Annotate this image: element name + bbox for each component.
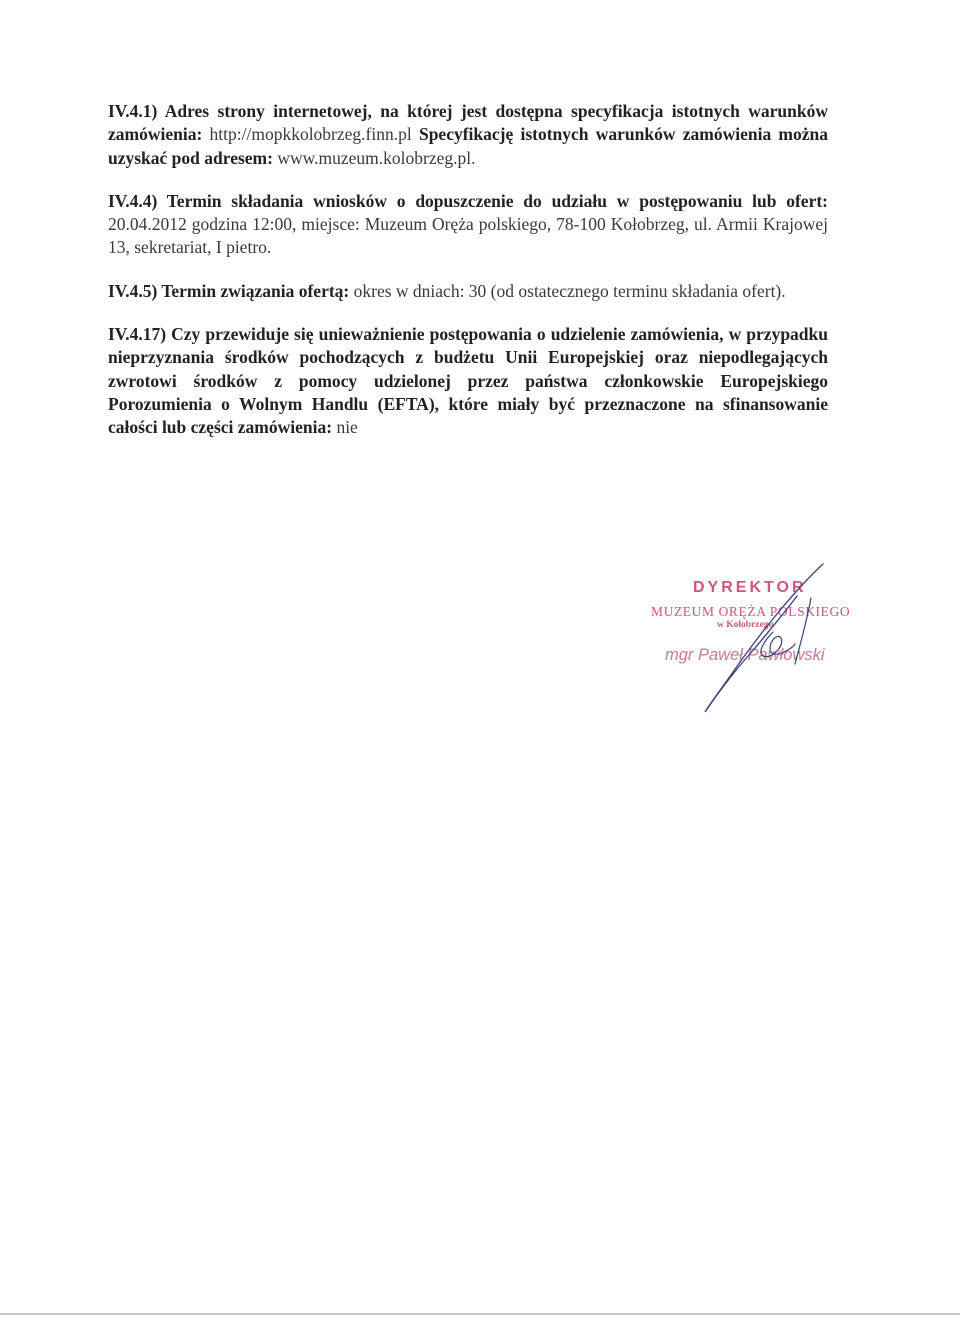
- section-value: okres w dniach: 30 (od ostatecznego terminu składania ofert).: [349, 280, 786, 301]
- section-value: nie: [332, 417, 358, 438]
- stamp-city: w Kołobrzegu: [717, 620, 774, 630]
- section-value-2: www.muzeum.kolobrzeg.pl.: [272, 147, 476, 168]
- document-body: [108, 100, 828, 460]
- section-iv-4-17: [108, 323, 828, 439]
- section-value: 20.04.2012 godzina 12:00, miejsce: Muzeum Oręża polskiego, 78-100 Kołobrzeg, ul. Armii Krajowej 13, sekretariat, I pietro.: [108, 214, 828, 258]
- section-heading-2: Specyfikację istotnych warunków zamówienia można uzyskać pod adresem:: [108, 124, 829, 168]
- section-heading: IV.4.5) Termin związania ofertą:: [108, 280, 350, 301]
- section-iv-4-1: [108, 100, 828, 170]
- bottom-divider: [0, 1313, 960, 1315]
- section-heading: IV.4.17) Czy przewiduje się unieważnienie postępowania o udzielenie zamówienia, w przypadku nieprzyznania środków pochodzących z budżetu Unii Europejskiej oraz niepodlegających zwrotowi środków z pomocy udzielonej przez państwa członkowskie Europejskiego Porozumienia o Wolnym Handlu (EFTA), które miały być przeznaczone na sfinansowanie całości lub części zamówienia:: [108, 324, 828, 438]
- director-stamp: [645, 560, 875, 720]
- section-value: http://mopkkolobrzeg.finn.pl: [202, 124, 412, 145]
- stamp-name: mgr Paweł Pawłowski: [665, 646, 825, 664]
- stamp-title: DYREKTOR: [693, 579, 807, 596]
- handwritten-signature: [645, 560, 875, 720]
- stamp-organization: MUZEUM ORĘŻA POLSKIEGO: [651, 604, 851, 619]
- section-heading: IV.4.1) Adres strony internetowej, na której jest dostępna specyfikacja istotnych warunków zamówienia:: [108, 101, 828, 145]
- section-iv-4-5: [108, 280, 828, 303]
- section-iv-4-4: [108, 190, 828, 260]
- section-heading: IV.4.4) Termin składania wniosków o dopuszczenie do udziału w postępowaniu lub ofert:: [108, 190, 828, 211]
